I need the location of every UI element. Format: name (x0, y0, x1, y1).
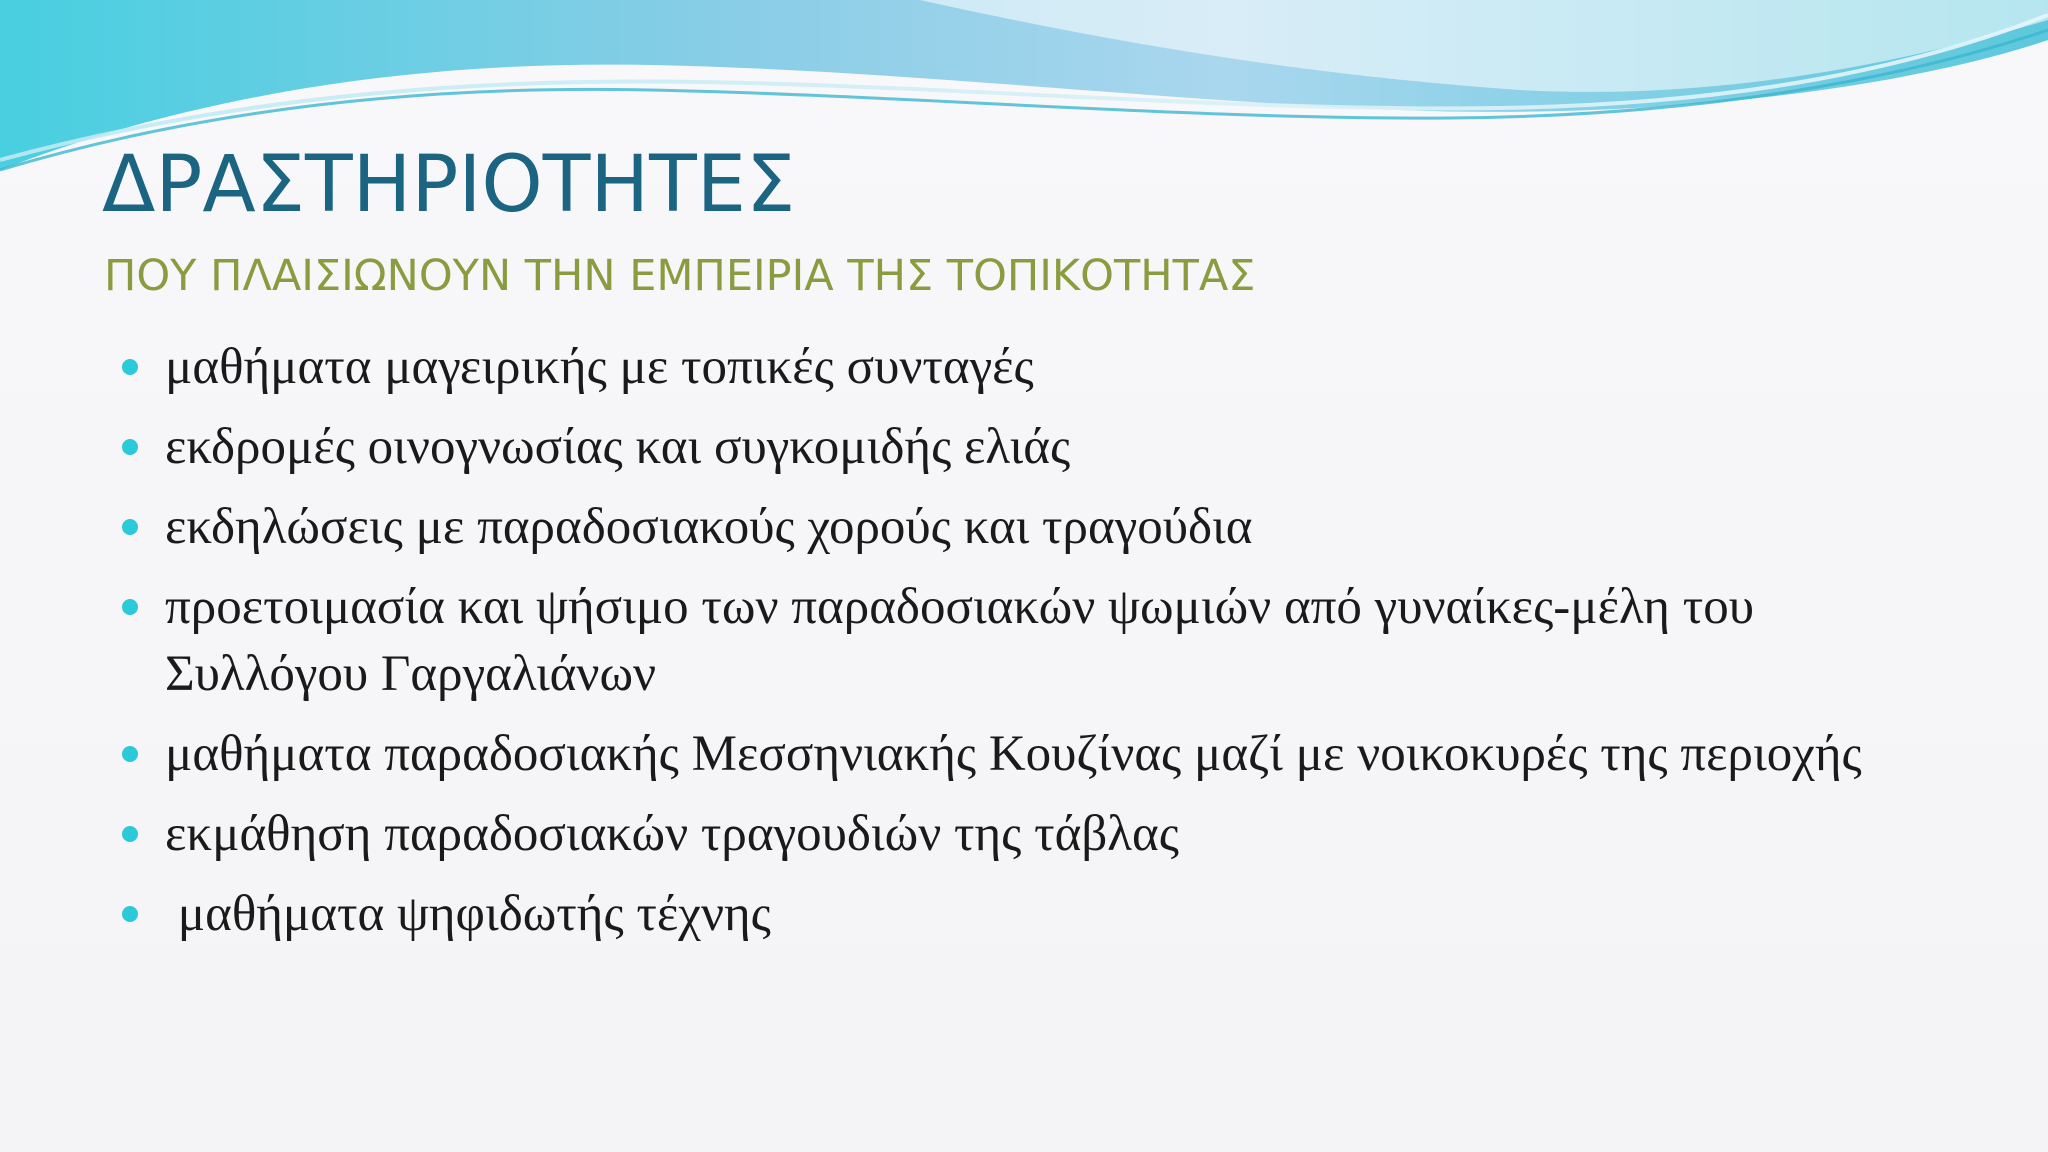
bullet-icon (122, 599, 138, 615)
bullet-icon (122, 746, 138, 762)
list-item (0, 414, 2048, 481)
slide-title: ΔΡΑΣΤΗΡΙΟΤΗΤΕΣ (102, 140, 796, 230)
bullet-text: εκδρομές οινογνωσίας και συγκομιδής ελιάς (165, 419, 1071, 475)
bullet-text: εκδηλώσεις με παραδοσιακούς χορούς και τραγούδια (165, 499, 1253, 555)
bullet-text: μαθήματα παραδοσιακής Μεσσηνιακής Κουζίνας μαζί με νοικοκυρές της περιοχής (165, 726, 1862, 782)
list-item (0, 801, 2048, 868)
bullet-icon (122, 906, 138, 922)
bullet-icon (122, 519, 138, 535)
list-item (0, 721, 2048, 788)
slide-subtitle: ΠΟΥ ΠΛΑΙΣΙΩΝΟΥΝ ΤΗΝ ΕΜΠΕΙΡΙΑ ΤΗΣ ΤΟΠΙΚΟΤΗΤΑΣ (104, 251, 1256, 301)
list-item (0, 574, 2048, 708)
bullet-text: προετοιμασία και ψήσιμο των παραδοσιακών ψωμιών από γυναίκες-μέλη του Συλλόγου Γαργαλιάνων (165, 579, 1754, 702)
bullet-text: μαθήματα ψηφιδωτής τέχνης (165, 886, 771, 942)
bullet-list (0, 334, 2048, 961)
bullet-text: εκμάθηση παραδοσιακών τραγουδιών της τάβλας (165, 806, 1179, 862)
bullet-icon (122, 359, 138, 375)
bullet-icon (122, 439, 138, 455)
bullet-text: μαθήματα μαγειρικής με τοπικές συνταγές (165, 339, 1034, 395)
list-item (0, 334, 2048, 401)
bullet-icon (122, 826, 138, 842)
list-item (0, 881, 2048, 948)
list-item (0, 494, 2048, 561)
